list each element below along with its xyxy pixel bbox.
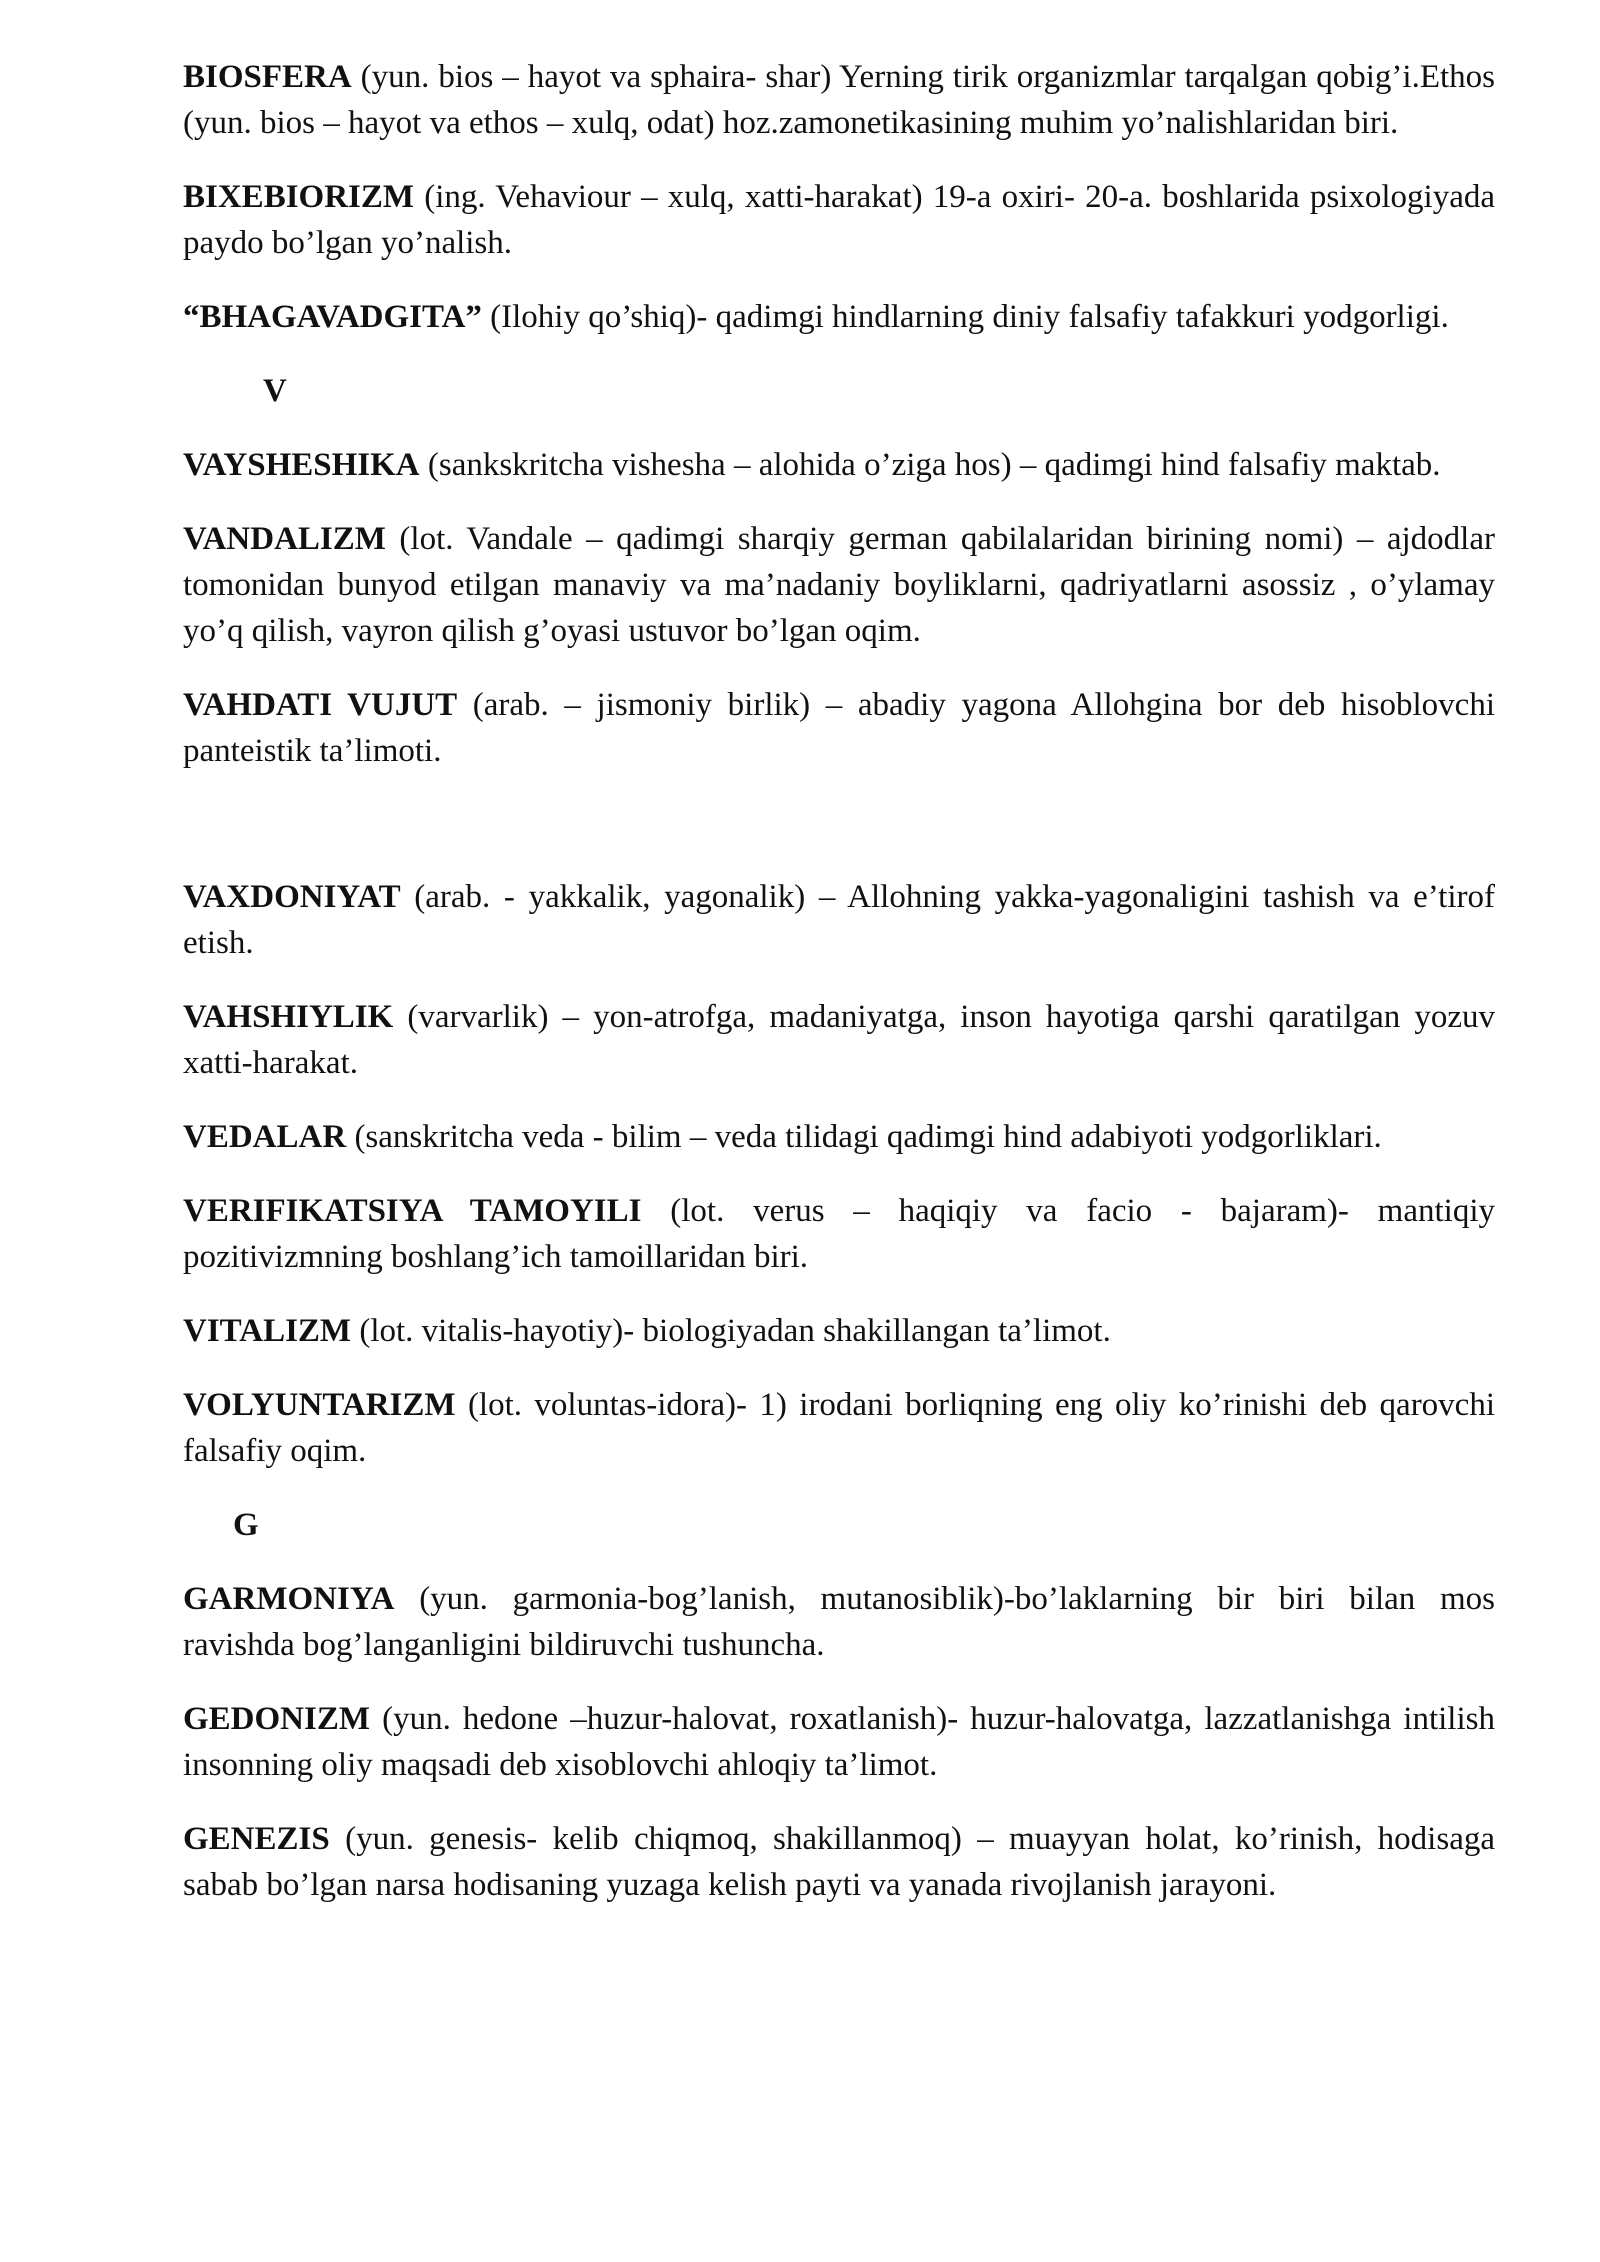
entry-vahshiylik: [183, 994, 1495, 1086]
entry-volyuntarizm: [183, 1382, 1495, 1474]
entry-definition: (sankskritcha vishesha – alohida o’ziga hos) – qadimgi hind falsafiy maktab.: [419, 447, 1441, 483]
entry-term: VOLYUNTARIZM: [183, 1387, 456, 1423]
entry-genezis: [183, 1816, 1495, 1908]
entry-vaysheshika: [183, 442, 1495, 488]
entry-definition: (varvarlik) – yon-atrofga, madaniyatga, inson hayotiga qarshi qaratilgan yozuv xatti-harakat.: [183, 999, 1495, 1081]
entry-definition: (lot. Vandale – qadimgi sharqiy german qabilalaridan birining nomi) – ajdodlar tomonidan bunyod etilgan manaviy va ma’nadaniy boyliklarni, qadriyatlarni asossiz , o’ylamay yo’q qilish, vayron qilish g’oyasi ustuvor bo’lgan oqim.: [183, 521, 1495, 649]
section-letter-g: G: [233, 1507, 259, 1543]
entry-term: VANDALIZM: [183, 521, 386, 557]
entry-term: BIXEBIORIZM: [183, 179, 415, 215]
entry-definition: (yun. bios – hayot va sphaira- shar) Yerning tirik organizmlar tarqalgan qobig’i.Ethos (yun. bios – hayot va ethos – xulq, odat) hoz.zamonetikasining muhim yo’nalishlaridan biri.: [183, 59, 1495, 141]
entry-term: VAYSHESHIKA: [183, 447, 420, 483]
entry-term: “BHAGAVADGITA”: [183, 299, 482, 335]
entry-definition: (lot. vitalis-hayotiy)- biologiyadan shakillangan ta’limot.: [351, 1313, 1111, 1349]
entry-gedonizm: [183, 1696, 1495, 1788]
entry-biosfera: [183, 54, 1495, 146]
entry-term: GARMONIYA: [183, 1581, 395, 1617]
entry-definition: (yun. hedone –huzur-halovat, roxatlanish)- huzur-halovatga, lazzatlanishga intilish insonning oliy maqsadi deb xisoblovchi ahloqiy ta’limot.: [183, 1701, 1495, 1783]
entry-term: VEDALAR: [183, 1119, 347, 1155]
section-letter-v: V: [263, 373, 287, 409]
entry-term: GEDONIZM: [183, 1701, 371, 1737]
entry-definition: (Ilohiy qo’shiq)- qadimgi hindlarning diniy falsafiy tafakkuri yodgorligi.: [481, 299, 1449, 335]
entry-term: VERIFIKATSIYA TAMOYILI: [183, 1193, 642, 1229]
entry-definition: (lot. verus – haqiqiy va facio - bajaram)- mantiqiy pozitivizmning boshlang’ich tamoillaridan biri.: [183, 1193, 1495, 1275]
entry-vedalar: [183, 1114, 1495, 1160]
entry-garmoniya: [183, 1576, 1495, 1668]
entry-vitalizm: [183, 1308, 1495, 1354]
entry-vandalizm: [183, 516, 1495, 654]
entry-definition: (yun. garmonia-bog’lanish, mutanosiblik)-bo’laklarning bir biri bilan mos ravishda bog’langanligini bildiruvchi tushuncha.: [183, 1581, 1495, 1663]
entry-definition: (sanskritcha veda - bilim – veda tilidagi qadimgi hind adabiyoti yodgorliklari.: [346, 1119, 1382, 1155]
entry-vahdati-vujut: [183, 682, 1495, 774]
entry-term: VITALIZM: [183, 1313, 352, 1349]
entry-term: VAHDATI VUJUT: [183, 687, 458, 723]
entry-term: VAHSHIYLIK: [183, 999, 394, 1035]
blank-space: [183, 802, 1495, 874]
entry-verifikatsiya-tamoyili: [183, 1188, 1495, 1280]
entry-definition: (lot. voluntas-idora)- 1) irodani borliqning eng oliy ko’rinishi deb qarovchi falsafiy oqim.: [183, 1387, 1495, 1469]
entry-definition: (ing. Vehaviour – xulq, xatti-harakat) 19-a oxiri- 20-a. boshlarida psixologiyada paydo bo’lgan yo’nalish.: [183, 179, 1495, 261]
entry-term: BIOSFERA: [183, 59, 352, 95]
entry-definition: (arab. - yakkalik, yagonalik) – Allohning yakka-yagonaligini tashish va e’tirof etish.: [183, 879, 1495, 961]
entry-bhagavadgita: [183, 294, 1495, 340]
entry-definition: (yun. genesis- kelib chiqmoq, shakillanmoq) – muayyan holat, ko’rinish, hodisaga sabab bo’lgan narsa hodisaning yuzaga kelish payti va yanada rivojlanish jarayoni.: [183, 1821, 1495, 1903]
entry-definition: (arab. – jismoniy birlik) – abadiy yagona Allohgina bor deb hisoblovchi panteistik ta’limoti.: [183, 687, 1495, 769]
document-page: [183, 54, 1495, 1936]
entry-bixebiorizm: [183, 174, 1495, 266]
entry-term: VAXDONIYAT: [183, 879, 401, 915]
entry-term: GENEZIS: [183, 1821, 330, 1857]
entry-vaxdoniyat: [183, 874, 1495, 966]
